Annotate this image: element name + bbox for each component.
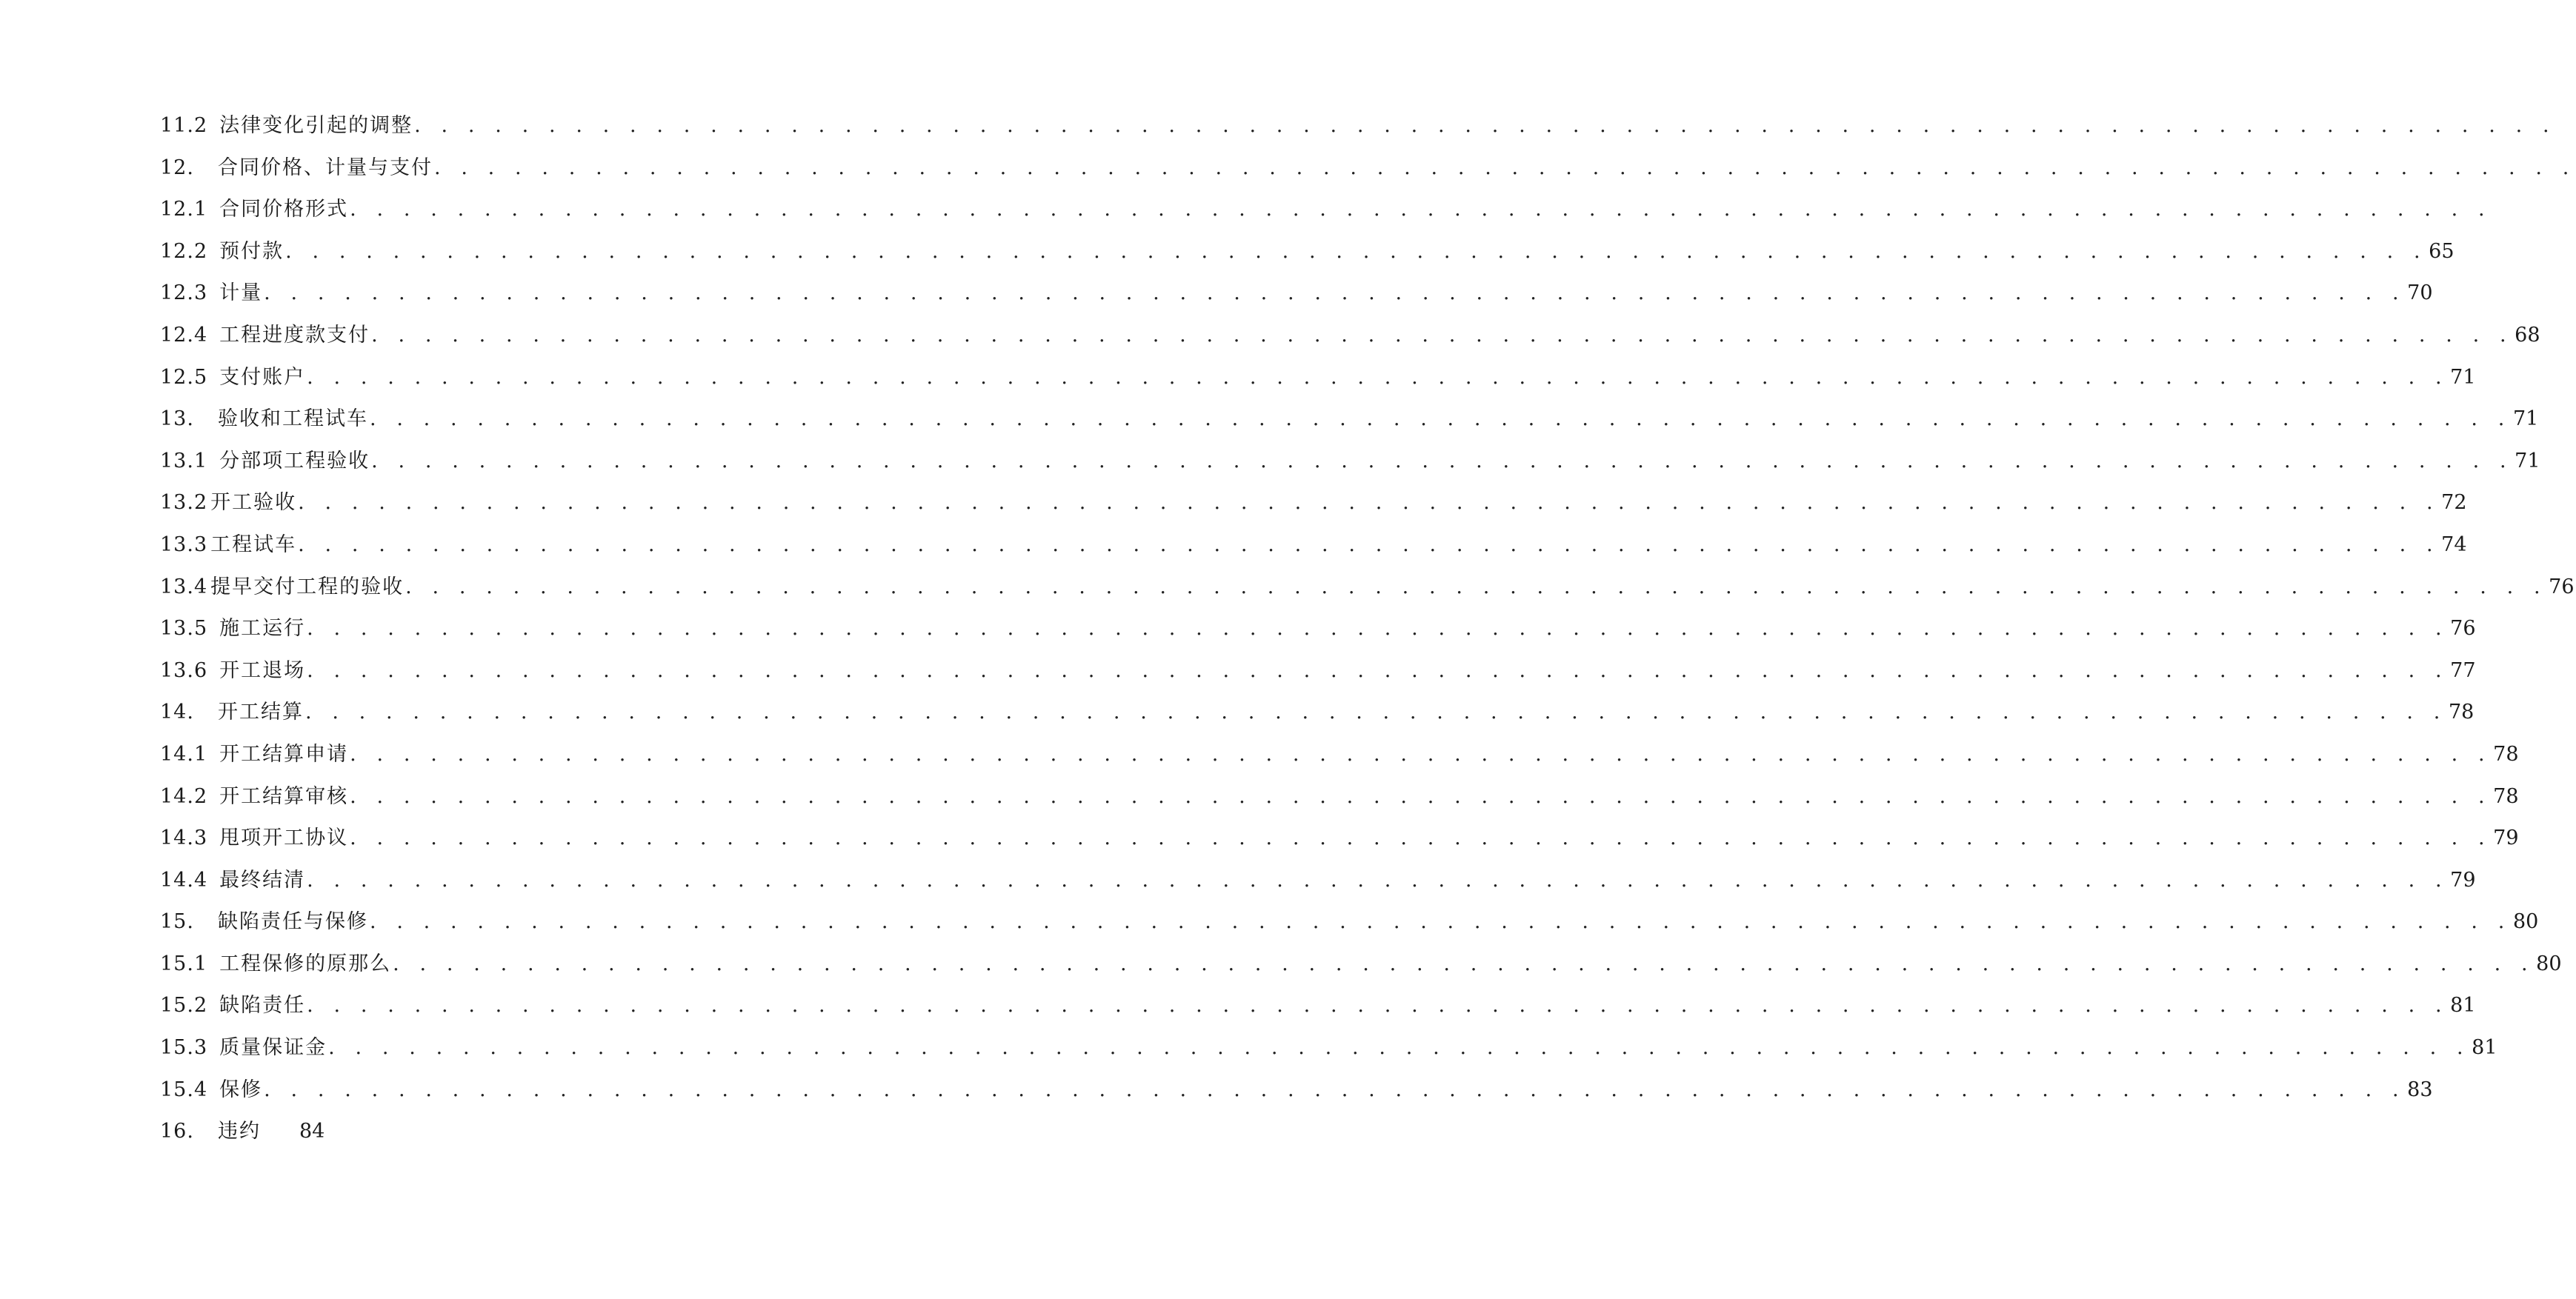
toc-entry-number: 12.1: [160, 198, 208, 221]
toc-entry[interactable]: [160, 487, 2467, 529]
toc-entry-title: 开工结算审核: [219, 784, 349, 808]
toc-entry-number: 13.6: [160, 658, 208, 682]
toc-entry-title: 开工退场: [219, 658, 306, 682]
toc-entry-number: 16.: [160, 1120, 194, 1143]
table-of-contents: [160, 110, 2576, 1158]
toc-entry[interactable]: [160, 781, 2519, 823]
toc-dot-leader: . . . . . . . . . . . . . . . . . . . . . . . . . . . . . . . . . . . . . . . . . . . . . . . . . . . . . . . . . . . . . . . . . . . . . . . . . . . . . . . .: [371, 323, 2514, 347]
toc-entry-title: 最终结清: [219, 868, 306, 892]
toc-entry-title: 违约: [217, 1120, 261, 1143]
toc-entry-number: 12.3: [160, 281, 208, 305]
toc-entry-number: 12.2: [160, 239, 208, 263]
toc-entry[interactable]: [160, 319, 2540, 361]
toc-entry-page: 80: [2536, 952, 2562, 975]
toc-entry-page: 79: [2493, 827, 2519, 850]
toc-entry-title: 开工验收: [210, 491, 297, 515]
toc-entry-number: 13.1: [160, 449, 208, 472]
toc-entry-title: 甩项开工协议: [219, 827, 349, 850]
toc-dot-leader: . . . . . . . . . . . . . . . . . . . . . . . . . . . . . . . . . . . . . . . . . . . . . . . . . . . . . . . . . . . . . . . . . . . . . . . . . . . . . . . .: [285, 239, 2428, 263]
toc-entry-title: 缺陷责任与保修: [217, 910, 368, 934]
toc-entry-title: 支付账户: [219, 365, 306, 389]
toc-entry-page: 84: [299, 1120, 325, 1143]
toc-entry[interactable]: [160, 655, 2476, 697]
toc-entry-page: 81: [2450, 994, 2476, 1018]
toc-dot-leader: . . . . . . . . . . . . . . . . . . . . . . . . . . . . . . . . . . . . . . . . . . . . . . . . . . . . . . . . . . . . . . . . . . . . . . . . . . . . . . . .: [304, 701, 2447, 724]
toc-entry[interactable]: [160, 1115, 776, 1158]
toc-entry-title: 合同价格、计量与支付: [217, 156, 433, 179]
toc-entry-page: 81: [2472, 1036, 2497, 1060]
toc-entry[interactable]: [160, 612, 2476, 655]
toc-entry[interactable]: [160, 738, 2519, 781]
toc-dot-leader: . . . . . . . . . . . . . . . . . . . . . . . . . . . . . . . . . . . . . . . . . . . . . . . . . . . . . . . . . . . . . . . . . . . . . . . . . . . . . . . .: [393, 952, 2535, 975]
toc-dot-leader: . . . . . . . . . . . . . . . . . . . . . . . . . . . . . . . . . . . . . . . . . . . . . . . . . . . . . . . . . . . . . . . . . . . . . . . . . . . . . . . .: [369, 910, 2512, 934]
toc-entry-number: 15.1: [160, 952, 208, 975]
toc-entry-page: 78: [2448, 701, 2475, 724]
toc-entry-number: 14.4: [160, 868, 208, 892]
toc-entry[interactable]: [160, 864, 2476, 906]
toc-entry[interactable]: [160, 822, 2519, 864]
toc-dot-leader: . . . . . . . . . . . . . . . . . . . . . . . . . . . . . . . . . . . . . . . . . . . . . . . . . . . . . . . . . . . . . . . . . . . . . . . . . . . . . . . .: [414, 114, 2557, 137]
toc-entry[interactable]: [160, 152, 2576, 194]
toc-dot-leader: . . . . . . . . . . . . . . . . . . . . . . . . . . . . . . . . . . . . . . . . . . . . . . . . . . . . . . . . . . . . . . . . . . . . . . . . . . . . . . . .: [307, 994, 2449, 1018]
toc-entry-page: 76: [2450, 617, 2476, 641]
toc-entry-page: 70: [2407, 281, 2433, 305]
toc-dot-leader: . . . . . . . . . . . . . . . . . . . . . . . . . . . . . . . . . . . . . . . . . . . . . . . . . . . . . . . . . . . . . . . . . . . . . . . . . . . . . . . .: [405, 575, 2548, 598]
toc-entry-title: 合同价格形式: [219, 198, 349, 221]
toc-entry-page: 71: [2512, 407, 2539, 431]
toc-entry[interactable]: [160, 361, 2476, 404]
toc-entry-number: 12.4: [160, 323, 208, 347]
toc-entry-title: 验收和工程试车: [217, 407, 368, 431]
toc-entry-number: 15.3: [160, 1036, 208, 1060]
toc-entry-title: 法律变化引起的调整: [219, 114, 413, 137]
toc-entry-title: 预付款: [219, 239, 284, 263]
toc-dot-leader: . . . . . . . . . . . . . . . . . . . . . . . . . . . . . . . . . . . . . . . . . . . . . . . . . . . . . . . . . . . . . . . . . . . . . . . . . . . . . . . .: [307, 617, 2449, 641]
toc-entry-title: 缺陷责任: [219, 994, 306, 1018]
toc-dot-leader: . . . . . . . . . . . . . . . . . . . . . . . . . . . . . . . . . . . . . . . . . . . . . . . . . . . . . . . . . . . . . . . . . . . . . . . . . . . . . . . .: [328, 1036, 2471, 1060]
toc-entry[interactable]: [160, 236, 2454, 278]
toc-entry-number: 13.3: [160, 532, 208, 556]
toc-entry[interactable]: [160, 277, 2433, 319]
toc-entry-number: 13.: [160, 407, 194, 431]
toc-entry-page: 78: [2493, 784, 2519, 808]
toc-entry-number: 11.2: [160, 114, 208, 137]
toc-dot-leader: . . . . . . . . . . . . . . . . . . . . . . . . . . . . . . . . . . . . . . . . . . . . . . . . . . . . . . . . . . . . . . . . . . . . . . . . . . . . . . . .: [350, 827, 2492, 850]
toc-entry-title: 开工结算申请: [219, 742, 349, 766]
toc-entry-title: 计量: [219, 281, 263, 305]
toc-entry-title: 提早交付工程的验收: [210, 575, 405, 598]
toc-dot-leader: . . . . . . . . . . . . . . . . . . . . . . . . . . . . . . . . . . . . . . . . . . . . . . . . . . . . . . . . . . . . . . . . . . . . . . . . . . . . . . . .: [307, 365, 2449, 389]
toc-dot-leader: . . . . . . . . . . . . . . . . . . . . . . . . . . . . . . . . . . . . . . . . . . . . . . . . . . . . . . . . . . . . . . . . . . . . . . . . . . . . . . . .: [298, 491, 2440, 515]
toc-entry[interactable]: [160, 948, 2562, 990]
toc-entry-page: 80: [2512, 910, 2539, 934]
toc-entry-title: 工程进度款支付: [219, 323, 370, 347]
toc-dot-leader: . . . . . . . . . . . . . . . . . . . . . . . . . . . . . . . . . . . . . . . . . . . . . . . . . . . . . . . . . . . . . . . . . . . . . . . . . . . . . . . .: [350, 198, 2492, 221]
toc-entry[interactable]: [160, 1032, 2497, 1074]
toc-entry-title: 工程保修的原那么: [219, 952, 392, 975]
toc-entry[interactable]: [160, 696, 2475, 738]
toc-dot-leader: . . . . . . . . . . . . . . . . . . . . . . . . . . . . . . . . . . . . . . . . . . . . . . . . . . . . . . . . . . . . . . . . . . . . . . . . . . . . . . . .: [307, 868, 2449, 892]
toc-entry-title: 质量保证金: [219, 1036, 327, 1060]
toc-entry-page: 65: [2429, 239, 2454, 263]
toc-dot-leader: . . . . . . . . . . . . . . . . . . . . . . . . . . . . . . . . . . . . . . . . . . . . . . . . . . . . . . . . . . . . . . . . . . . . . . . . . . . . . . . .: [369, 407, 2512, 431]
toc-entry-number: 12.5: [160, 365, 208, 389]
toc-dot-leader: . . . . . . . . . . . . . . . . . . . . . . . . . . . . . . . . . . . . . . . . . . . . . . . . . . . . . . . . . . . . . . . . . . . . . . . . . . . . . . . .: [433, 156, 2576, 179]
toc-entry-page: 78: [2493, 742, 2519, 766]
toc-dot-leader: . . . . . . . . . . . . . . . . . . . . . . . . . . . . . . . . . . . . . . . . . . . . . . . . . . . . . . . . . . . . . . . . . . . . . . . . . . . . . . . .: [264, 1078, 2406, 1101]
toc-dot-leader: . . . . . . . . . . . . . . . . . . . . . . . . . . . . . . . . . . . . . . . . . . . . . . . . . . . . . . . . . . . . . . . . . . . . . . . . . . . . . . . .: [371, 449, 2514, 472]
toc-entry-page: 72: [2441, 491, 2467, 515]
toc-entry[interactable]: [160, 571, 2575, 613]
toc-dot-leader: . . . . . . . . . . . . . . . . . . . . . . . . . . . . . . . . . . . . . . . . . . . . . . . . . . . . . . . . . . . . . . . . . . . . . . . . . . . . . . . .: [298, 532, 2440, 556]
toc-entry-title: 保修: [219, 1078, 263, 1101]
toc-entry[interactable]: [160, 989, 2476, 1032]
toc-entry-title: 开工结算: [217, 701, 304, 724]
toc-entry-number: 13.5: [160, 617, 208, 641]
toc-entry-number: 14.: [160, 701, 194, 724]
toc-entry-number: 13.2: [160, 491, 208, 515]
toc-entry-page: 71: [2515, 449, 2540, 472]
toc-entry[interactable]: [160, 445, 2540, 487]
toc-entry-number: 13.4: [160, 575, 208, 598]
toc-entry-number: 15.2: [160, 994, 208, 1018]
toc-entry[interactable]: [160, 1074, 2433, 1116]
toc-entry-title: 施工运行: [219, 617, 306, 641]
toc-dot-leader: . . . . . . . . . . . . . . . . . . . . . . . . . . . . . . . . . . . . . . . . . . . . . . . . . . . . . . . . . . . . . . . . . . . . . . . . . . . . . . . .: [350, 742, 2492, 766]
toc-entry-title: 分部项工程验收: [219, 449, 370, 472]
toc-entry-title: 工程试车: [210, 532, 297, 556]
toc-entry-number: 15.: [160, 910, 194, 934]
toc-entry-number: 14.3: [160, 827, 208, 850]
toc-entry-page: 83: [2407, 1078, 2433, 1101]
toc-entry-page: 74: [2441, 532, 2467, 556]
toc-entry-page: 71: [2450, 365, 2476, 389]
toc-entry-page: 76: [2549, 575, 2575, 598]
toc-entry[interactable]: [160, 906, 2539, 948]
toc-dot-leader: . . . . . . . . . . . . . . . . . . . . . . . . . . . . . . . . . . . . . . . . . . . . . . . . . . . . . . . . . . . . . . . . . . . . . . . . . . . . . . . .: [350, 784, 2492, 808]
toc-entry[interactable]: [160, 403, 2539, 445]
toc-dot-leader: . . . . . . . . . . . . . . . . . . . . . . . . . . . . . . . . . . . . . . . . . . . . . . . . . . . . . . . . . . . . . . . . . . . . . . . . . . . . . . . .: [264, 281, 2406, 305]
toc-entry[interactable]: [160, 110, 2557, 152]
toc-entry-number: 14.2: [160, 784, 208, 808]
toc-entry-number: 15.4: [160, 1078, 208, 1101]
toc-entry[interactable]: [160, 193, 2492, 236]
toc-entry-page: 79: [2450, 868, 2476, 892]
toc-entry-page: 68: [2515, 323, 2540, 347]
toc-entry-page: 77: [2450, 658, 2476, 682]
toc-dot-leader: . . . . . . . . . . . . . . . . . . . . . . . . . . . . . . . . . . . . . . . . . . . . . . . . . . . . . . . . . . . . . . . . . . . . . . . . . . . . . . . .: [307, 658, 2449, 682]
toc-entry[interactable]: [160, 529, 2467, 571]
toc-entry-number: 12.: [160, 156, 194, 179]
toc-entry-number: 14.1: [160, 742, 208, 766]
